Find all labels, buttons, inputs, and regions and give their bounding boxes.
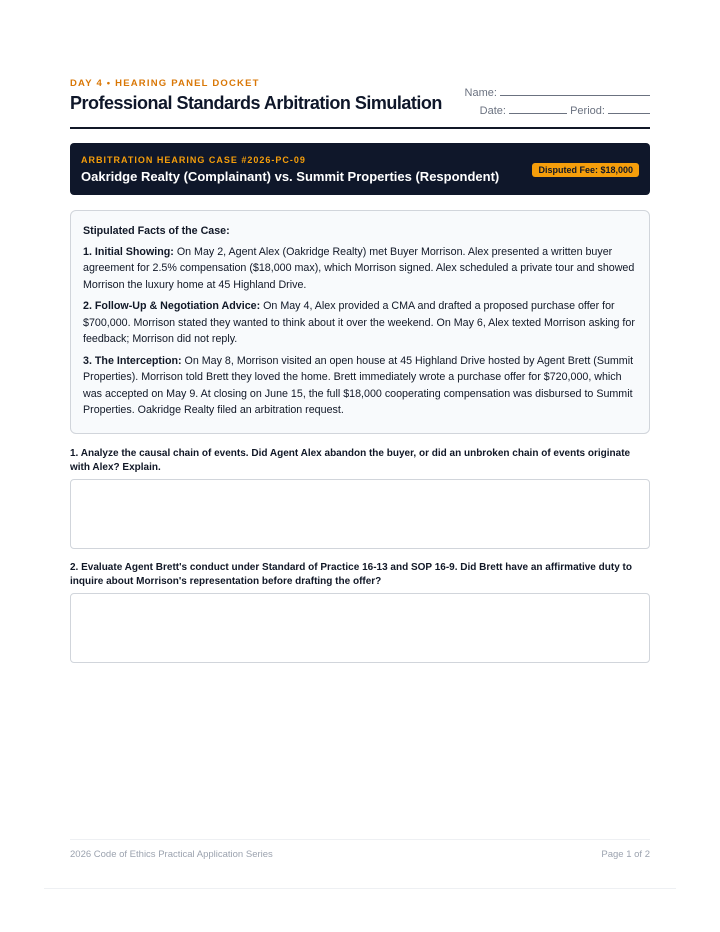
fact-label: 2. Follow-Up & Negotiation Advice: [83, 300, 261, 312]
case-banner [70, 143, 650, 195]
case-parties: Oakridge Realty (Complainant) vs. Summit Properties (Respondent) [81, 169, 500, 184]
footer-divider [70, 839, 650, 840]
fact-item [83, 244, 637, 294]
footer-series: 2026 Code of Ethics Practical Application Series [70, 849, 273, 860]
date-label: Date: [479, 105, 506, 117]
fact-item [83, 353, 637, 419]
fact-text: On May 2, Agent Alex (Oakridge Realty) met Buyer Morrison. Alex presented a written buyer agreement for 2.5% compensation ($18,000 max), which Morrison signed. Alex scheduled a private tour and showed Morrison the luxury home at 45 Highland Drive. [83, 245, 635, 291]
stipulated-facts-box [70, 210, 650, 434]
fact-text: On May 4, Alex provided a CMA and drafted a proposed purchase offer for $700,000. Morrison stated they wanted to think about it over the weekend. On May 6, Alex texted Morrison asking for feedback; Morrison did not reply. [83, 300, 635, 345]
page-title: Professional Standards Arbitration Simulation [70, 93, 442, 113]
question-2: 2. Evaluate Agent Brett's conduct under Standard of Practice 16-13 and SOP 16-9. Did Brett have an affirmative duty to inquire about Morrison's representation before drafting the offer? [70, 562, 632, 587]
docket-eyebrow: DAY 4 • HEARING PANEL DOCKET [70, 78, 260, 89]
fact-text: On May 8, Morrison visited an open house at 45 Highland Drive hosted by Agent Brett (Summit Properties). Morrison told Brett they loved the home. Brett immediately wrote a purchase offer for $720,000, which was accepted on May 9. At closing on June 15, the full $18,000 cooperating compensation was disbursed to Summit Properties. Oakridge Realty filed an arbitration request. [83, 354, 634, 416]
fact-label: 3. The Interception: [83, 354, 182, 367]
name-field[interactable] [500, 84, 650, 96]
header-divider [70, 127, 650, 129]
question-1: 1. Analyze the causal chain of events. Did Agent Alex abandon the buyer, or did an unbroken chain of events originate with Alex? Explain. [70, 448, 631, 473]
answer-box-1[interactable] [70, 479, 650, 549]
page-bottom-divider [44, 888, 676, 889]
fee-badge: Disputed Fee: $18,000 [532, 163, 639, 177]
period-field[interactable] [608, 102, 650, 114]
fact-item [83, 298, 637, 348]
name-row [465, 84, 650, 102]
date-period-row [465, 102, 650, 120]
date-field[interactable] [509, 102, 567, 114]
name-label: Name: [464, 87, 497, 99]
fact-label: 1. Initial Showing: [83, 245, 174, 258]
student-info [465, 84, 650, 120]
page-number: Page 1 of 2 [601, 849, 650, 860]
period-label: Period: [570, 105, 605, 117]
facts-heading: Stipulated Facts of the Case: [83, 225, 230, 237]
case-number: ARBITRATION HEARING CASE #2026-PC-09 [81, 155, 306, 165]
answer-box-2[interactable] [70, 593, 650, 663]
